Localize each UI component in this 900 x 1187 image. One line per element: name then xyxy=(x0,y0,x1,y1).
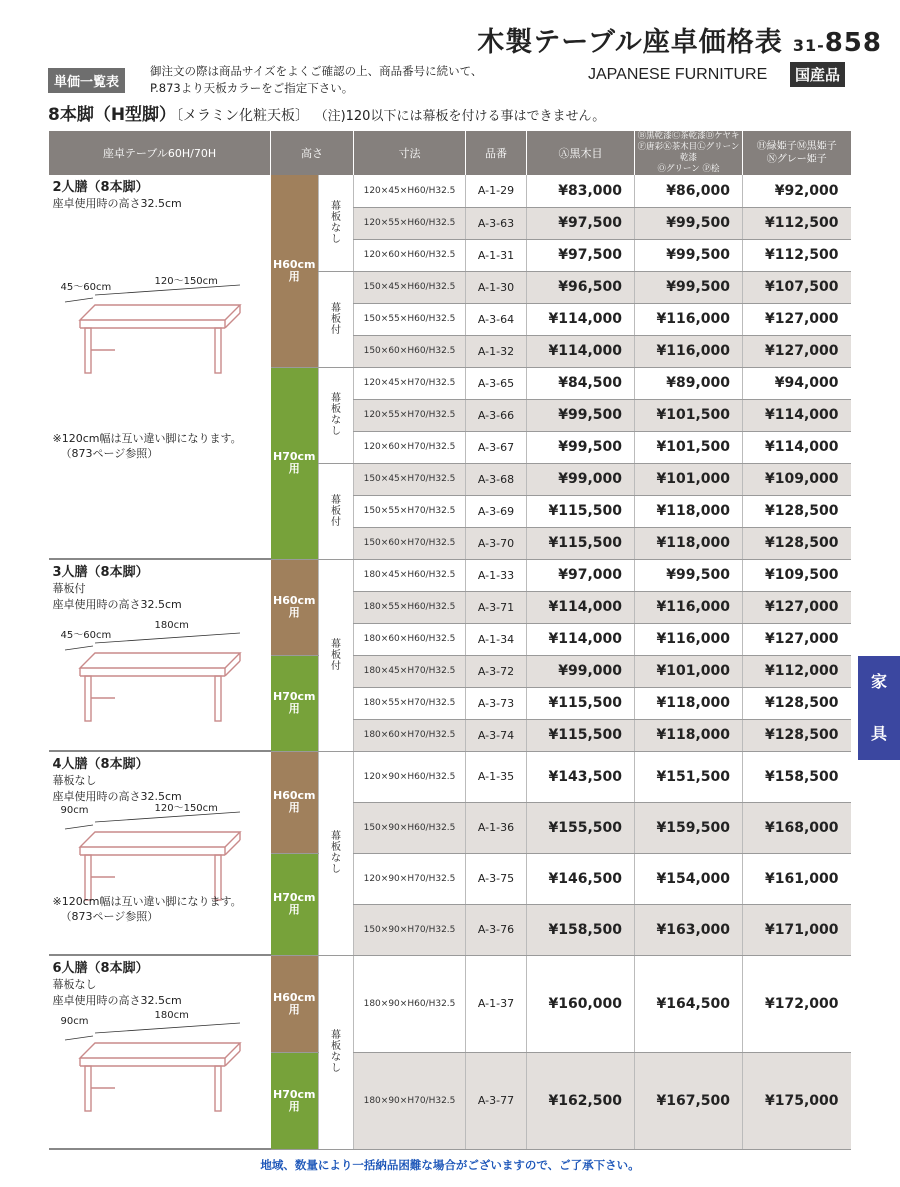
dim-width: 180cm xyxy=(154,1010,189,1021)
code-cell: A-3-67 xyxy=(466,431,527,463)
table-row xyxy=(49,559,851,591)
price-c-cell: ¥114,000 xyxy=(743,399,851,431)
size-cell: 150×60×H70/H32.5 xyxy=(354,527,466,559)
price-a-cell: ¥115,500 xyxy=(527,687,635,719)
price-b-cell: ¥159,500 xyxy=(635,802,743,853)
side-tab-char2: 具 xyxy=(870,724,887,743)
price-c-cell: ¥112,000 xyxy=(743,655,851,687)
price-a-cell: ¥83,000 xyxy=(527,175,635,207)
size-cell: 150×60×H60/H32.5 xyxy=(354,335,466,367)
english-title: JAPANESE FURNITURE xyxy=(588,66,768,83)
section-heading-sub: 〔メラミン化粧天板〕 xyxy=(176,108,310,124)
price-c-cell: ¥127,000 xyxy=(743,623,851,655)
height-h60: H60cm 用 xyxy=(271,175,319,367)
size-cell: 180×60×H60/H32.5 xyxy=(354,623,466,655)
code-cell: A-3-77 xyxy=(466,1052,527,1149)
price-a-cell: ¥114,000 xyxy=(527,591,635,623)
group-sub: 幕板なし xyxy=(52,774,97,787)
order-note xyxy=(150,63,482,97)
group-title: 2人膳（8本脚） xyxy=(52,180,149,195)
height-h60: H60cm 用 xyxy=(271,559,319,655)
code-cell: A-3-64 xyxy=(466,303,527,335)
code-cell: A-3-70 xyxy=(466,527,527,559)
table-illustration xyxy=(55,620,265,741)
code-cell: A-1-30 xyxy=(466,271,527,303)
no-apron-label: 幕板なし xyxy=(319,367,354,463)
price-b-cell: ¥118,000 xyxy=(635,495,743,527)
price-a-cell: ¥97,500 xyxy=(527,239,635,271)
size-cell: 120×60×H70/H32.5 xyxy=(354,431,466,463)
code-cell: A-1-33 xyxy=(466,559,527,591)
height-h60: H60cm 用 xyxy=(271,955,319,1052)
price-b-cell: ¥99,500 xyxy=(635,239,743,271)
dim-width: 180cm xyxy=(154,620,189,631)
size-cell: 120×55×H60/H32.5 xyxy=(354,207,466,239)
size-cell: 120×45×H70/H32.5 xyxy=(354,367,466,399)
price-b-cell: ¥116,000 xyxy=(635,623,743,655)
code-cell: A-1-29 xyxy=(466,175,527,207)
price-b-cell: ¥116,000 xyxy=(635,303,743,335)
order-note-line1: 御注文の際は商品サイズをよくご確認の上、商品番号に続いて、 xyxy=(150,64,483,78)
size-cell: 120×90×H60/H32.5 xyxy=(354,751,466,802)
code-cell: A-1-36 xyxy=(466,802,527,853)
size-cell: 180×90×H60/H32.5 xyxy=(354,955,466,1052)
group-reference-note: ※120cm幅は互い違い脚になります。 （873ページ参照） xyxy=(52,432,242,460)
table-row xyxy=(49,751,851,802)
section-heading xyxy=(48,100,605,125)
size-cell: 180×90×H70/H32.5 xyxy=(354,1052,466,1149)
col-size: 寸法 xyxy=(354,131,466,175)
col-price-c: Ⓗ緑姫子Ⓜ黒姫子 Ⓝグレー姫子 xyxy=(743,131,851,175)
with-apron-label: 幕板付 xyxy=(319,271,354,367)
price-a-cell: ¥155,500 xyxy=(527,802,635,853)
size-cell: 120×60×H60/H32.5 xyxy=(354,239,466,271)
price-a-cell: ¥114,000 xyxy=(527,623,635,655)
price-b-cell: ¥89,000 xyxy=(635,367,743,399)
dim-width: 120〜150cm xyxy=(154,803,218,814)
product-group-1 xyxy=(49,175,271,559)
price-a-cell: ¥99,500 xyxy=(527,399,635,431)
price-c-cell: ¥172,000 xyxy=(743,955,851,1052)
price-c-cell: ¥171,000 xyxy=(743,904,851,955)
code-cell: A-3-74 xyxy=(466,719,527,751)
dim-depth: 90cm xyxy=(60,1016,89,1027)
page-title xyxy=(477,20,882,59)
code-cell: A-3-69 xyxy=(466,495,527,527)
section-notice: （注)120以下には幕板を付ける事はできません。 xyxy=(321,109,606,124)
price-c-cell: ¥109,000 xyxy=(743,463,851,495)
price-c-cell: ¥128,500 xyxy=(743,527,851,559)
dim-depth: 90cm xyxy=(60,805,89,816)
height-h60: H60cm 用 xyxy=(271,751,319,853)
code-cell: A-1-32 xyxy=(466,335,527,367)
price-table xyxy=(48,131,851,1150)
size-cell: 150×90×H60/H32.5 xyxy=(354,802,466,853)
col-code: 品番 xyxy=(466,131,527,175)
price-a-cell: ¥114,000 xyxy=(527,335,635,367)
price-b-cell: ¥118,000 xyxy=(635,719,743,751)
group-reference-note: ※120cm幅は互い違い脚になります。 （873ページ参照） xyxy=(52,895,242,923)
origin-badge: 国産品 xyxy=(790,62,845,87)
page-prefix: 31- xyxy=(792,36,825,55)
table-row xyxy=(49,955,851,1052)
size-cell: 180×45×H60/H32.5 xyxy=(354,559,466,591)
price-b-cell: ¥86,000 xyxy=(635,175,743,207)
size-cell: 150×90×H70/H32.5 xyxy=(354,904,466,955)
price-c-cell: ¥128,500 xyxy=(743,495,851,527)
group-sub: 幕板なし xyxy=(52,978,97,991)
price-c-cell: ¥127,000 xyxy=(743,335,851,367)
price-c-cell: ¥128,500 xyxy=(743,719,851,751)
price-b-cell: ¥99,500 xyxy=(635,271,743,303)
price-a-cell: ¥160,000 xyxy=(527,955,635,1052)
price-c-cell: ¥94,000 xyxy=(743,367,851,399)
price-c-cell: ¥107,500 xyxy=(743,271,851,303)
price-c-cell: ¥92,000 xyxy=(743,175,851,207)
price-a-cell: ¥84,500 xyxy=(527,367,635,399)
price-b-cell: ¥101,500 xyxy=(635,399,743,431)
price-a-cell: ¥97,500 xyxy=(527,207,635,239)
dim-depth: 45〜60cm xyxy=(60,630,112,641)
col-price-a: Ⓐ黒木目 xyxy=(527,131,635,175)
price-a-cell: ¥143,500 xyxy=(527,751,635,802)
height-h70: H70cm 用 xyxy=(271,1052,319,1149)
price-c-cell: ¥112,500 xyxy=(743,239,851,271)
col-product: 座卓テーブル60H/70H xyxy=(49,131,271,175)
with-apron-label: 幕板付 xyxy=(319,463,354,559)
price-b-cell: ¥101,000 xyxy=(635,655,743,687)
code-cell: A-1-35 xyxy=(466,751,527,802)
code-cell: A-1-31 xyxy=(466,239,527,271)
table-row xyxy=(49,175,851,207)
group-sub: 座卓使用時の高さ32.5cm xyxy=(52,598,182,611)
price-a-cell: ¥99,000 xyxy=(527,463,635,495)
price-a-cell: ¥115,500 xyxy=(527,527,635,559)
price-b-cell: ¥99,500 xyxy=(635,559,743,591)
size-cell: 180×45×H70/H32.5 xyxy=(354,655,466,687)
size-cell: 120×45×H60/H32.5 xyxy=(354,175,466,207)
height-h70: H70cm 用 xyxy=(271,655,319,751)
code-cell: A-3-68 xyxy=(466,463,527,495)
product-group-3 xyxy=(49,751,271,955)
size-cell: 150×45×H70/H32.5 xyxy=(354,463,466,495)
price-b-cell: ¥164,500 xyxy=(635,955,743,1052)
group-title: 6人膳（8本脚） xyxy=(52,961,149,976)
size-cell: 120×55×H70/H32.5 xyxy=(354,399,466,431)
code-cell: A-3-72 xyxy=(466,655,527,687)
price-b-cell: ¥118,000 xyxy=(635,527,743,559)
code-cell: A-3-73 xyxy=(466,687,527,719)
height-h70: H70cm 用 xyxy=(271,853,319,955)
price-b-cell: ¥151,500 xyxy=(635,751,743,802)
code-cell: A-3-65 xyxy=(466,367,527,399)
section-heading-main: 8本脚（H型脚） xyxy=(48,105,177,125)
price-a-cell: ¥96,500 xyxy=(527,271,635,303)
dim-width: 120〜150cm xyxy=(154,276,218,287)
price-b-cell: ¥101,500 xyxy=(635,431,743,463)
height-h70: H70cm 用 xyxy=(271,367,319,559)
price-a-cell: ¥97,000 xyxy=(527,559,635,591)
no-apron-label: 幕板なし xyxy=(319,955,354,1149)
price-c-cell: ¥127,000 xyxy=(743,591,851,623)
size-cell: 180×55×H70/H32.5 xyxy=(354,687,466,719)
price-c-cell: ¥114,000 xyxy=(743,431,851,463)
group-sub: 座卓使用時の高さ32.5cm xyxy=(52,994,182,1007)
price-c-cell: ¥109,500 xyxy=(743,559,851,591)
table-illustration xyxy=(55,276,265,393)
title-text: 木製テーブル座卓価格表 xyxy=(477,27,783,58)
price-b-cell: ¥116,000 xyxy=(635,335,743,367)
price-c-cell: ¥158,500 xyxy=(743,751,851,802)
size-cell: 150×55×H60/H32.5 xyxy=(354,303,466,335)
col-height: 高さ xyxy=(271,131,354,175)
size-cell: 150×55×H70/H32.5 xyxy=(354,495,466,527)
group-sub: 座卓使用時の高さ32.5cm xyxy=(52,197,182,210)
group-sub: 座卓使用時の高さ32.5cm xyxy=(52,790,182,803)
price-b-cell: ¥154,000 xyxy=(635,853,743,904)
price-b-cell: ¥167,500 xyxy=(635,1052,743,1149)
price-c-cell: ¥128,500 xyxy=(743,687,851,719)
size-cell: 120×90×H70/H32.5 xyxy=(354,853,466,904)
price-a-cell: ¥146,500 xyxy=(527,853,635,904)
price-c-cell: ¥168,000 xyxy=(743,802,851,853)
price-a-cell: ¥99,500 xyxy=(527,431,635,463)
product-group-4 xyxy=(49,955,271,1149)
code-cell: A-3-71 xyxy=(466,591,527,623)
order-note-line2: P.873より天板カラーをご指定下さい。 xyxy=(150,81,354,95)
code-cell: A-1-37 xyxy=(466,955,527,1052)
no-apron-label: 幕板なし xyxy=(319,751,354,955)
table-header xyxy=(49,131,851,175)
price-c-cell: ¥175,000 xyxy=(743,1052,851,1149)
price-b-cell: ¥99,500 xyxy=(635,207,743,239)
price-a-cell: ¥115,500 xyxy=(527,719,635,751)
dim-depth: 45〜60cm xyxy=(60,282,112,293)
code-cell: A-3-63 xyxy=(466,207,527,239)
size-cell: 180×60×H70/H32.5 xyxy=(354,719,466,751)
group-title: 3人膳（8本脚） xyxy=(52,565,149,580)
price-b-cell: ¥118,000 xyxy=(635,687,743,719)
no-apron-label: 幕板なし xyxy=(319,175,354,271)
price-a-cell: ¥115,500 xyxy=(527,495,635,527)
code-cell: A-3-75 xyxy=(466,853,527,904)
size-cell: 180×55×H60/H32.5 xyxy=(354,591,466,623)
price-b-cell: ¥163,000 xyxy=(635,904,743,955)
price-list-badge: 単価一覧表 xyxy=(48,68,125,93)
price-c-cell: ¥112,500 xyxy=(743,207,851,239)
price-a-cell: ¥162,500 xyxy=(527,1052,635,1149)
category-side-tab xyxy=(858,656,900,760)
page-number: 858 xyxy=(824,28,882,58)
price-a-cell: ¥158,500 xyxy=(527,904,635,955)
price-a-cell: ¥99,000 xyxy=(527,655,635,687)
price-c-cell: ¥161,000 xyxy=(743,853,851,904)
side-tab-char1: 家 xyxy=(870,672,887,691)
code-cell: A-1-34 xyxy=(466,623,527,655)
col-price-b: Ⓑ黒乾漆Ⓒ茶乾漆Ⓓケヤキ Ⓕ唐彩Ⓚ茶木目Ⓛグリーン乾漆 Ⓞグリーン Ⓟ桧 xyxy=(635,131,743,175)
group-title: 4人膳（8本脚） xyxy=(52,757,149,772)
code-cell: A-3-66 xyxy=(466,399,527,431)
code-cell: A-3-76 xyxy=(466,904,527,955)
price-b-cell: ¥116,000 xyxy=(635,591,743,623)
product-group-2 xyxy=(49,559,271,751)
with-apron-label: 幕板付 xyxy=(319,559,354,751)
footer-note: 地域、数量により一括納品困難な場合がございますので、ご了承下さい。 xyxy=(260,1158,640,1172)
size-cell: 150×45×H60/H32.5 xyxy=(354,271,466,303)
table-illustration xyxy=(55,1010,265,1131)
price-c-cell: ¥127,000 xyxy=(743,303,851,335)
price-b-cell: ¥101,000 xyxy=(635,463,743,495)
group-sub: 幕板付 xyxy=(52,582,86,595)
price-a-cell: ¥114,000 xyxy=(527,303,635,335)
